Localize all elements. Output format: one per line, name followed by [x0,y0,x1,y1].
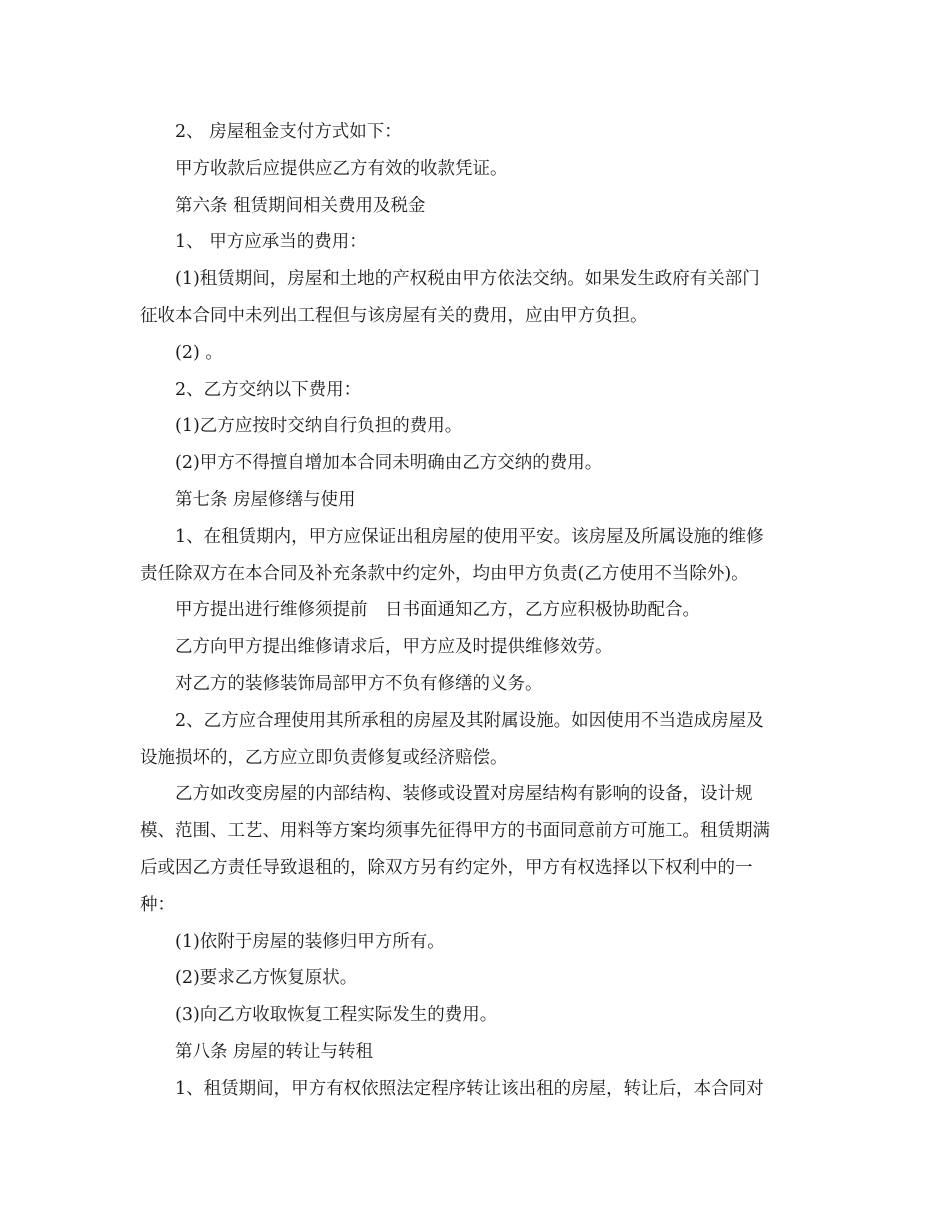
paragraph-line: 后或因乙方责任导致退租的，除双方另有约定外，甲方有权选择以下权利中的一 [140,857,753,878]
paragraph-line: 2、乙方应合理使用其所承租的房屋及其附属设施。如因使用不当造成房屋及 [175,710,764,731]
article-heading: 第六条 租赁期间相关费用及税金 [175,195,426,216]
paragraph-line: (2)要求乙方恢复原状。 [175,968,358,989]
paragraph-line: 种： [140,894,175,915]
paragraph-line: 乙方如改变房屋的内部结构、装修或设置对房屋结构有影响的设备，设计规 [175,784,753,805]
paragraph-line: 1、 甲方应承当的费用： [175,232,367,253]
article-heading: 第七条 房屋修缮与使用 [175,489,356,510]
paragraph-line: 征收本合同中未列出工程但与该房屋有关的费用，应由甲方负担。 [140,305,648,326]
paragraph-line: (3)向乙方收取恢复工程实际发生的费用。 [175,1005,498,1026]
paragraph-line: (1)乙方应按时交纳自行负担的费用。 [175,416,463,437]
paragraph-line: 责任除双方在本合同及补充条款中约定外，均由甲方负责(乙方使用不当除外)。 [140,563,749,584]
document-body [140,114,820,1108]
paragraph-line: 乙方向甲方提出维修请求后，甲方应及时提供维修效劳。 [175,637,613,658]
paragraph-line: 设施损坏的，乙方应立即负责修复或经济赔偿。 [140,747,508,768]
paragraph-line: 1、租赁期间，甲方有权依照法定程序转让该出租的房屋，转让后，本合同对 [175,1078,764,1099]
paragraph-line: 2、乙方交纳以下费用： [175,379,362,400]
paragraph-line: 模、范围、工艺、用料等方案均须事先征得甲方的书面同意前方可施工。租赁期满 [140,821,770,842]
paragraph-line: 甲方收款后应提供应乙方有效的收款凭证。 [175,158,508,179]
paragraph-line: 对乙方的装修装饰局部甲方不负有修缮的义务。 [175,673,543,694]
paragraph-line: 2、 房屋租金支付方式如下： [175,122,402,142]
paragraph-line: (2)甲方不得擅自增加本合同未明确由乙方交纳的费用。 [175,453,603,474]
paragraph-line: (1)租赁期间，房屋和土地的产权税由甲方依法交纳。如果发生政府有关部门 [175,269,760,290]
paragraph-line: 1、在租赁期内，甲方应保证出租房屋的使用平安。该房屋及所属设施的维修 [175,526,764,547]
paragraph-line: (2) 。 [175,342,223,363]
paragraph-line: (1)依附于房屋的装修归甲方所有。 [175,931,445,952]
paragraph-line: 甲方提出进行维修须提前 日书面通知乙方，乙方应积极协助配合。 [175,600,700,621]
article-heading: 第八条 房屋的转让与转租 [175,1041,374,1062]
